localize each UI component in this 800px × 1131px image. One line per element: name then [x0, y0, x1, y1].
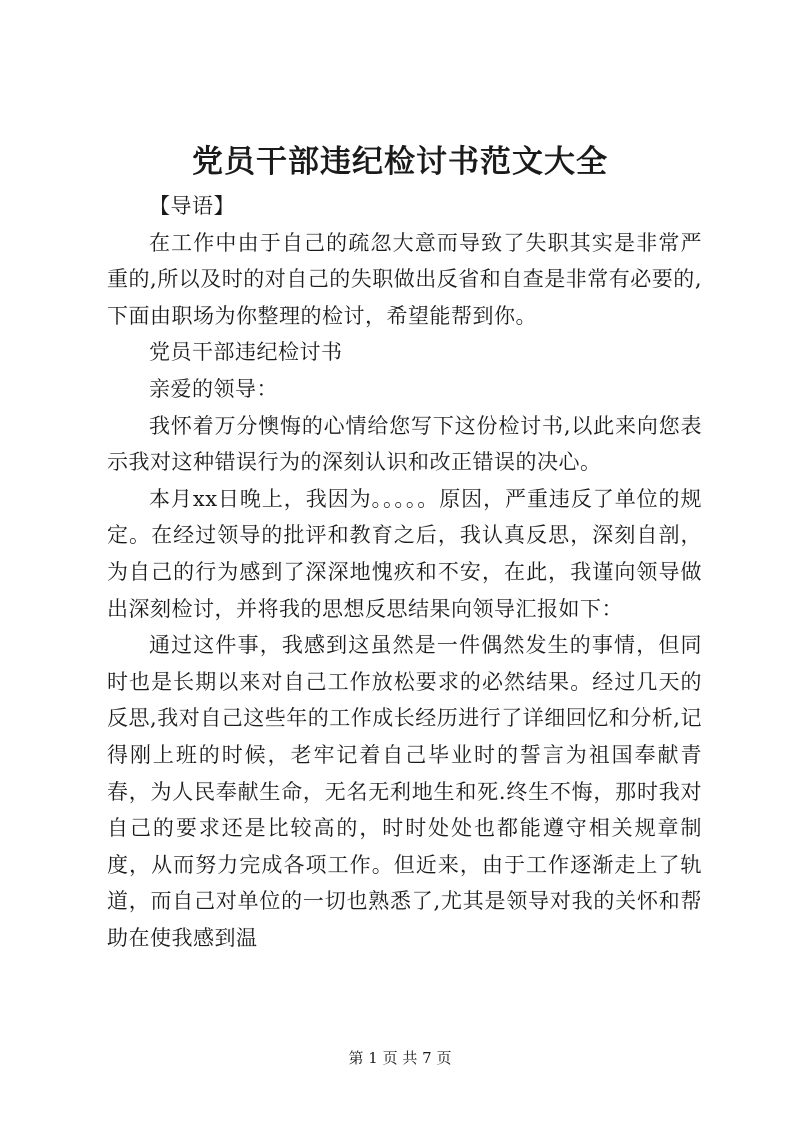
paragraph-body-1: 我怀着万分懊悔的心情给您写下这份检讨书,以此来向您表示我对这种错误行为的深刻认识和改正错误的决心。: [107, 413, 702, 475]
page-number-footer: 第 1 页 共 7 页: [348, 1049, 452, 1067]
document-body: [107, 188, 702, 956]
paragraph-intro: 在工作中由于自己的疏忽大意而导致了失职其实是非常严重的,所以及时的对自己的失职做出反省和自查是非常有必要的,下面由职场为你整理的检讨，希望能帮到你。: [107, 230, 702, 328]
paragraph-lead-tag: 【导语】: [149, 194, 235, 218]
paragraph-subtitle: 党员干部违纪检讨书: [149, 340, 343, 365]
paragraph-salutation: 亲爱的领导：: [149, 376, 278, 401]
paragraph-body-2: 本月xx日晚上，我因为。。。。。原因，严重违反了单位的规定。在经过领导的批评和教育之后，我认真反思，深刻自剖，为自己的行为感到了深深地愧疚和不安，在此，我谨向领导做出深刻检讨，并将我的思想反思结果向领导汇报如下：: [107, 486, 702, 621]
document-title: 党员干部违纪检讨书范文大全: [192, 144, 608, 180]
paragraph-body-3: 通过这件事，我感到这虽然是一件偶然发生的事情，但同时也是长期以来对自己工作放松要求的必然结果。经过几天的反思,我对自己这些年的工作成长经历进行了详细回忆和分析,记得刚上班的时候，老牢记着自己毕业时的誓言为祖国奉献青春，为人民奉献生命，无名无利地生和死.终生不悔，那时我对自己的要求还是比较高的，时时处处也都能遵守相关规章制度，从而努力完成各项工作。但近来，由于工作逐渐走上了轨道，而自己对单位的一切也熟悉了,尤其是领导对我的关怀和帮助在使我感到温: [107, 633, 702, 950]
